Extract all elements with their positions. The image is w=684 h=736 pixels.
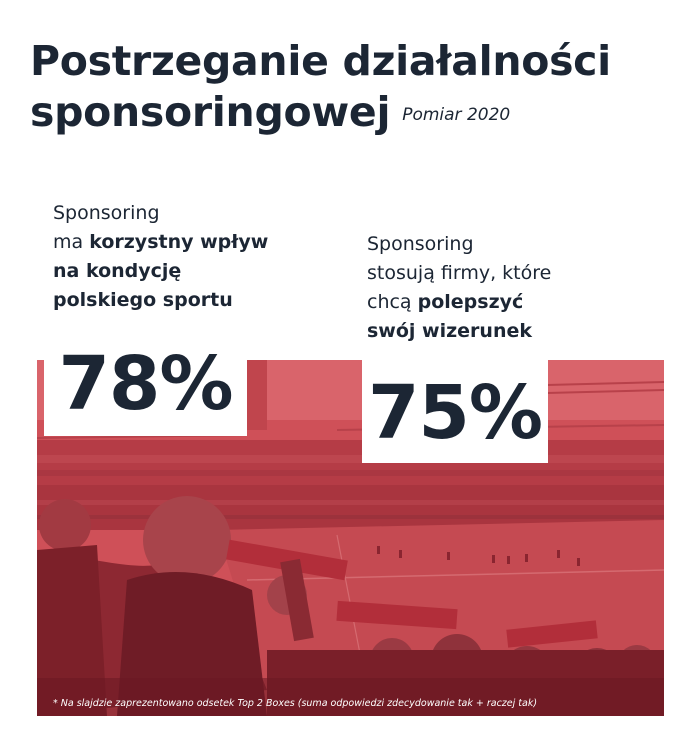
stat-right-box [362,358,548,463]
stat-left-box [44,333,247,436]
stat-right-value: 75% [367,370,543,456]
stat-left-line-1: Sponsoring [53,202,160,224]
stat-right-line-2: stosują firmy, które [367,262,552,284]
footnote: * Na slajdzie zaprezentowano odsetek Top 2 Boxes (suma odpowiedzi zdecydowanie tak + raczej tak) [53,698,538,709]
stat-left-line-2-plain: ma [53,231,90,253]
stat-left-line-3-bold: na kondycję [53,260,182,282]
page-title [30,36,670,141]
stat-left-line-2-bold: korzystny wpływ [89,231,269,253]
stat-left-line-4-bold: polskiego sportu [53,289,233,311]
stat-right-description [367,230,647,346]
stat-right-line-3-plain: chcą [367,291,418,313]
title-line-2: sponsoringowej [30,88,391,136]
stat-right-line-3-bold: polepszyć [417,291,524,313]
stat-left-description [53,199,323,315]
stat-right-line-1: Sponsoring [367,233,474,255]
measurement-subtitle: Pomiar 2020 [402,105,511,125]
stat-right-line-4-bold: swój wizerunek [367,320,532,342]
stat-left-value: 78% [58,341,233,427]
title-line-1: Postrzeganie działalności [30,37,611,85]
